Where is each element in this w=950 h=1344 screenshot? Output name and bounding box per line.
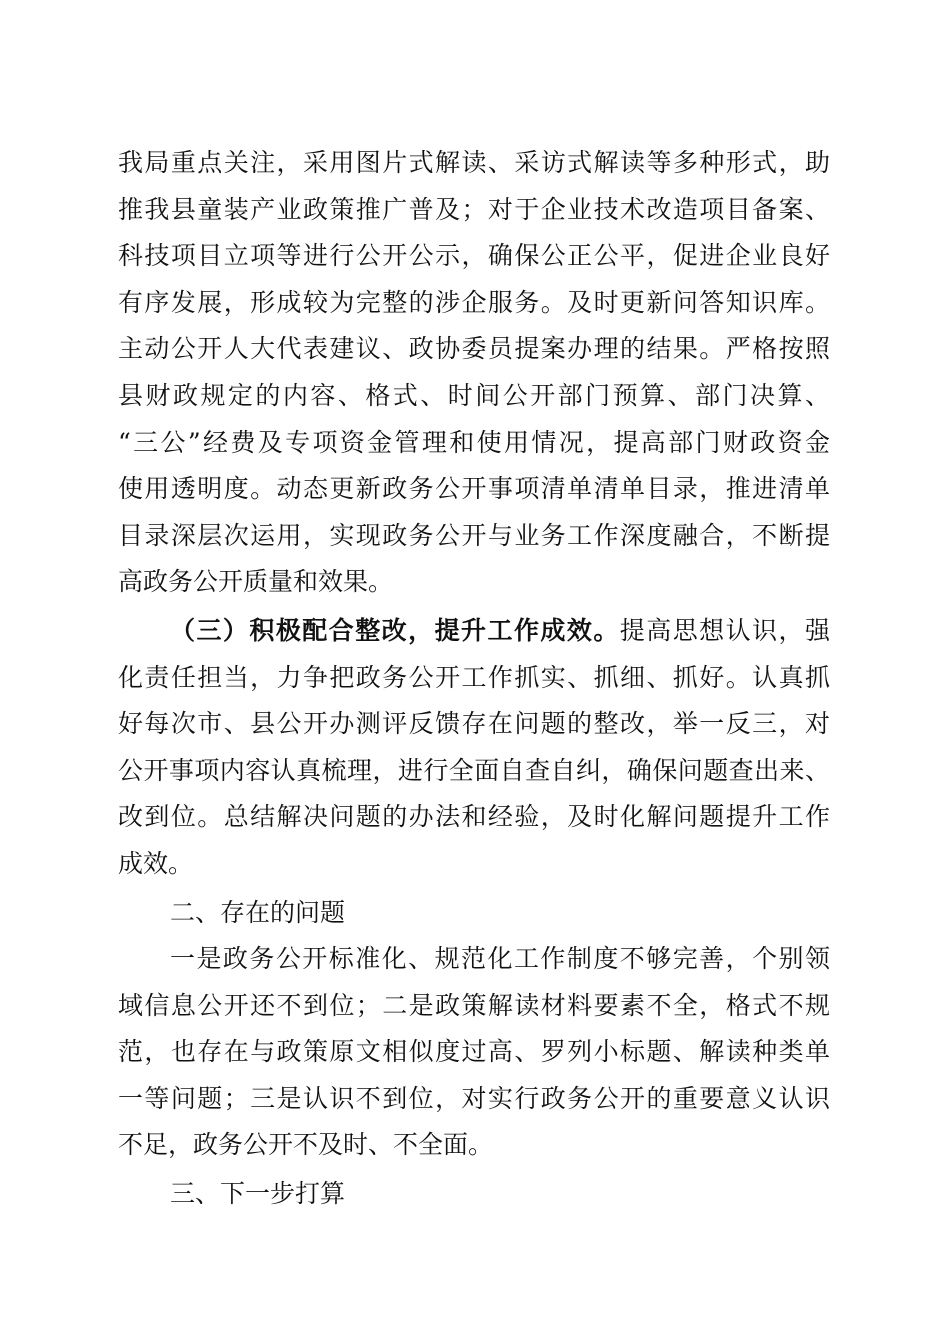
paragraph-subsection-three bbox=[118, 608, 830, 888]
text-line: 使用透明度。动态更新政务公开事项清单清单目录，推进清单 bbox=[118, 474, 830, 504]
text-line: 高政务公开质量和效果。 bbox=[118, 567, 394, 597]
text-line: 成效。 bbox=[118, 848, 194, 878]
text-line: 化责任担当，力争把政务公开工作抓实、抓细、抓好。认真抓 bbox=[118, 662, 830, 692]
section-two bbox=[118, 890, 830, 1170]
section-heading: 三、下一步打算 bbox=[170, 1179, 346, 1209]
text-line: 域信息公开还不到位；二是政策解读材料要素不全，格式不规 bbox=[118, 990, 830, 1020]
text-line: 有序发展，形成较为完整的涉企服务。及时更新问答知识库。 bbox=[118, 287, 830, 317]
text-line: 范，也存在与政策原文相似度过高、罗列小标题、解读种类单 bbox=[118, 1037, 830, 1067]
text-line: 我局重点关注，采用图片式解读、采访式解读等多种形式，助 bbox=[118, 148, 830, 177]
text-line: 目录深层次运用，实现政务公开与业务工作深度融合，不断提 bbox=[118, 520, 830, 550]
text-line: 改到位。总结解决问题的办法和经验，及时化解问题提升工作 bbox=[118, 802, 830, 832]
text-line: 主动公开人大代表建议、政协委员提案办理的结果。严格按照 bbox=[118, 334, 830, 364]
text-line: 公开事项内容认真梳理，进行全面自查自纠，确保问题查出来、 bbox=[118, 755, 830, 785]
section-three bbox=[118, 1171, 830, 1218]
text-run: 提高思想认识，强 bbox=[619, 615, 830, 645]
text-line bbox=[118, 608, 830, 655]
section-heading: 二、存在的问题 bbox=[170, 897, 346, 927]
document-body bbox=[118, 140, 830, 1218]
text-line: 好每次市、县公开办测评反馈存在问题的整改，举一反三，对 bbox=[118, 709, 830, 739]
text-line: 一是政务公开标准化、规范化工作制度不够完善，个别领 bbox=[170, 944, 830, 974]
text-line: 不足，政务公开不及时、不全面。 bbox=[118, 1130, 494, 1160]
text-line: 推我县童装产业政策推广普及；对于企业技术改造项目备案、 bbox=[118, 194, 830, 224]
text-line: “三公”经费及专项资金管理和使用情况，提高部门财政资金 bbox=[118, 427, 830, 457]
text-line: 一等问题；三是认识不到位，对实行政务公开的重要意义认识 bbox=[118, 1083, 830, 1113]
paragraph-continued bbox=[118, 140, 830, 606]
text-line: 县财政规定的内容、格式、时间公开部门预算、部门决算、 bbox=[118, 380, 830, 410]
text-line: 科技项目立项等进行公开公示，确保公正公平，促进企业良好 bbox=[118, 241, 830, 271]
subsection-heading: （三）积极配合整改，提升工作成效。 bbox=[170, 615, 620, 645]
